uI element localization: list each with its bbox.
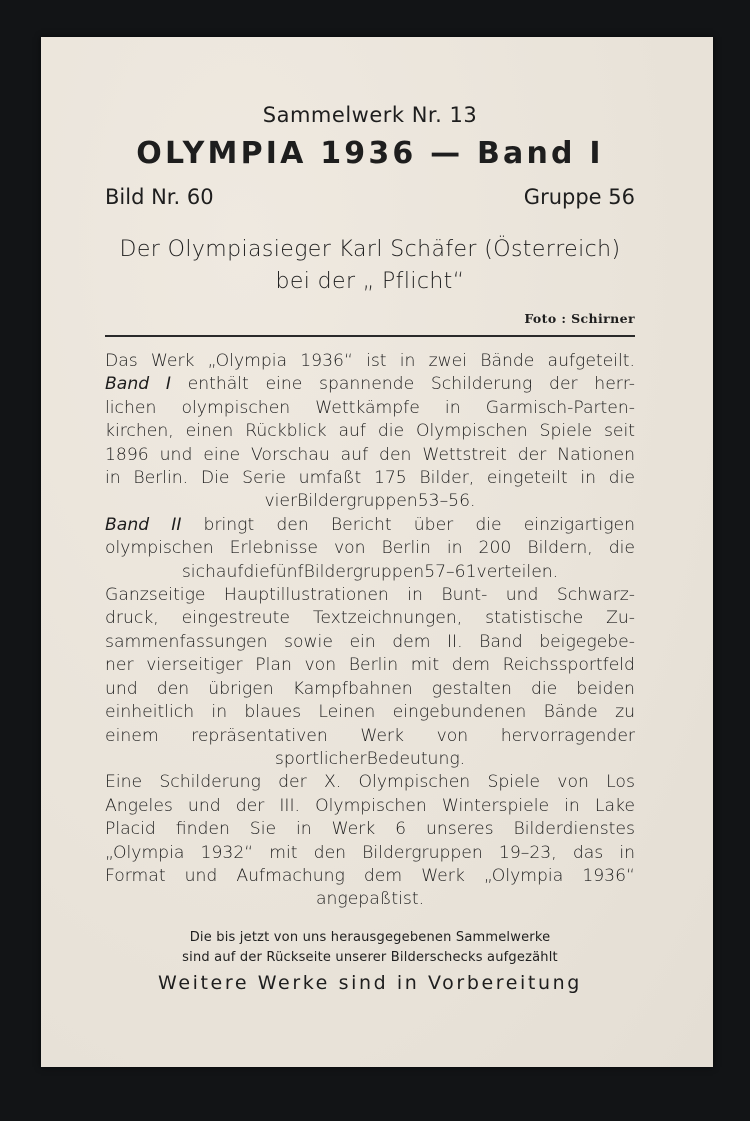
body-word: sowie bbox=[284, 631, 333, 652]
body-line bbox=[105, 420, 635, 443]
body-word: II. bbox=[446, 631, 463, 652]
body-word: Berlin bbox=[348, 655, 399, 676]
body-word: Rückblick bbox=[245, 421, 327, 442]
body-line bbox=[105, 725, 635, 748]
body-word: sich bbox=[181, 561, 216, 582]
body-word: Band bbox=[479, 631, 523, 652]
body-line bbox=[105, 561, 635, 584]
body-word: von bbox=[333, 538, 366, 559]
body-word: ein bbox=[349, 631, 376, 652]
body-word: 1936“ bbox=[300, 351, 353, 371]
body-word: zu bbox=[615, 702, 635, 723]
body-word: den bbox=[379, 444, 412, 465]
collector-card bbox=[41, 37, 713, 1067]
body-word: beiden bbox=[576, 678, 635, 699]
body-line bbox=[105, 842, 635, 865]
body-word: einheitlich bbox=[105, 702, 195, 723]
body-word: beigegebe- bbox=[539, 631, 635, 652]
body-word: fünf bbox=[269, 561, 304, 582]
body-word: spannende bbox=[319, 374, 415, 395]
body-word: von bbox=[304, 655, 337, 676]
body-word: X. bbox=[323, 772, 342, 793]
body-word: Bildergruppen bbox=[303, 561, 425, 582]
body-word: Werk bbox=[150, 351, 195, 371]
body-word: sammenfassungen bbox=[105, 631, 268, 652]
body-line bbox=[105, 397, 635, 420]
body-word: der bbox=[517, 444, 547, 465]
card-content bbox=[105, 37, 635, 1067]
body-word: „Olympia bbox=[483, 865, 564, 886]
body-word: finden bbox=[175, 819, 230, 840]
picture-info-row bbox=[105, 185, 635, 209]
body-line bbox=[105, 350, 635, 373]
body-word: und bbox=[105, 678, 138, 699]
body-word: Band bbox=[105, 514, 150, 535]
body-word: die bbox=[530, 678, 558, 699]
body-word: Olympischen bbox=[358, 772, 471, 793]
body-word: Bände bbox=[480, 351, 535, 371]
body-word: Werk bbox=[421, 865, 465, 886]
body-word: Textzeichnungen, bbox=[312, 608, 463, 629]
caption-line-1: Der Olympiasieger Karl Schäfer (Österreich) bbox=[119, 237, 621, 262]
body-word: Vorschau bbox=[251, 444, 330, 465]
body-word: Ganzseitige bbox=[105, 585, 206, 606]
body-word: die bbox=[475, 514, 502, 535]
body-word: Schilderung bbox=[430, 374, 533, 395]
body-word: Winterspiele bbox=[441, 795, 550, 816]
body-word: Hauptillustrationen bbox=[223, 585, 389, 606]
body-word: der bbox=[235, 795, 265, 816]
body-word: eingestreute bbox=[181, 608, 290, 629]
body-word: dem bbox=[392, 631, 431, 652]
body-word: Plan bbox=[255, 655, 292, 676]
body-word: Aufmachung bbox=[236, 865, 345, 886]
body-word: Reichssportfeld bbox=[502, 655, 635, 676]
body-word: III. bbox=[279, 795, 301, 816]
body-word: auf bbox=[338, 421, 366, 442]
body-line bbox=[105, 631, 635, 654]
body-word: übrigen bbox=[208, 678, 274, 699]
body-word: 53–56. bbox=[417, 491, 476, 512]
body-word: eine bbox=[265, 374, 303, 395]
body-line bbox=[105, 514, 635, 537]
body-word: von bbox=[557, 772, 589, 793]
body-word: in bbox=[444, 397, 461, 418]
body-word: Olympischen bbox=[415, 421, 528, 442]
body-word: in bbox=[564, 795, 580, 816]
body-word: 6 bbox=[395, 819, 407, 840]
body-word: I bbox=[165, 374, 171, 395]
body-word: 1932“ bbox=[200, 842, 254, 863]
body-word: „Olympia bbox=[105, 842, 185, 863]
note-line-2: sind auf der Rückseite unserer Bilderschecks aufgezählt bbox=[182, 950, 558, 965]
body-word: dem bbox=[451, 655, 490, 676]
body-word: 200 bbox=[478, 538, 512, 559]
group-number: Gruppe 56 bbox=[523, 185, 635, 209]
caption-line-2: bei der „ Pflicht“ bbox=[275, 269, 465, 294]
body-word: unseres bbox=[426, 819, 494, 840]
body-word: und bbox=[184, 865, 218, 886]
body-word: Erlebnisse bbox=[229, 538, 318, 559]
body-word: Sie bbox=[249, 819, 277, 840]
picture-caption bbox=[105, 234, 635, 298]
body-word: in bbox=[105, 468, 121, 489]
body-word: Bildergruppen bbox=[297, 491, 418, 512]
body-word: Schilderung bbox=[159, 772, 261, 793]
body-line bbox=[105, 748, 635, 771]
picture-number: Bild Nr. 60 bbox=[105, 185, 214, 209]
body-word: der bbox=[278, 772, 307, 793]
note-line-1: Die bis jetzt von uns herausgegebenen Sammelwerke bbox=[189, 930, 551, 945]
body-word: in bbox=[296, 819, 312, 840]
body-word: kirchen, bbox=[105, 421, 174, 442]
body-word: Garmisch-Parten- bbox=[485, 397, 635, 418]
body-line bbox=[105, 444, 635, 467]
body-word: eingebundenen bbox=[392, 702, 527, 723]
body-word: bringt bbox=[203, 514, 255, 535]
body-word: vierseitiger bbox=[146, 655, 243, 676]
body-word: zwei bbox=[428, 351, 468, 371]
body-line bbox=[105, 888, 635, 911]
body-word: olympischen bbox=[181, 397, 291, 418]
body-word: die bbox=[243, 561, 270, 582]
body-word: Nationen bbox=[557, 444, 635, 465]
body-word: den bbox=[156, 678, 190, 699]
body-line bbox=[105, 818, 635, 841]
body-word: Bedeutung. bbox=[366, 748, 466, 769]
body-line bbox=[105, 467, 635, 490]
body-word: der bbox=[549, 374, 578, 395]
body-word: umfaßt bbox=[298, 468, 362, 489]
body-word: dem bbox=[363, 865, 403, 886]
body-line bbox=[105, 678, 635, 701]
body-word: ner bbox=[105, 655, 134, 676]
body-word: mit bbox=[410, 655, 440, 676]
body-word: Placid bbox=[105, 819, 156, 840]
body-word: über bbox=[413, 514, 454, 535]
body-word: hervorragender bbox=[500, 725, 635, 746]
body-word: 175 bbox=[373, 468, 407, 489]
body-word: in bbox=[580, 468, 596, 489]
body-word: und bbox=[159, 444, 193, 465]
body-word: Band bbox=[105, 374, 150, 395]
body-word: einem bbox=[105, 725, 159, 746]
body-word: Schwarz- bbox=[556, 585, 635, 606]
body-word: lichen bbox=[105, 397, 157, 418]
body-line bbox=[105, 701, 635, 724]
body-word: Bilder, bbox=[419, 468, 475, 489]
body-line bbox=[105, 795, 635, 818]
body-line bbox=[105, 584, 635, 607]
body-word: Wettstreit bbox=[422, 444, 507, 465]
body-word: Bilderdienstes bbox=[513, 819, 635, 840]
body-word: Leinen bbox=[318, 702, 376, 723]
body-word: Los bbox=[606, 772, 635, 793]
divider-rule bbox=[105, 335, 635, 337]
body-word: Werk bbox=[331, 819, 376, 840]
body-word: eine bbox=[203, 444, 241, 465]
body-word: Das bbox=[105, 351, 138, 371]
body-word: druck, bbox=[105, 608, 159, 629]
description-text bbox=[105, 350, 635, 912]
body-word: sportlicher bbox=[274, 748, 367, 769]
body-word: ist bbox=[366, 351, 387, 371]
body-word: Eine bbox=[105, 772, 143, 793]
body-word: Bunt- bbox=[441, 585, 488, 606]
body-word: 57–61 bbox=[424, 561, 477, 582]
footer-announcement: Weitere Werke sind in Vorbereitung bbox=[158, 972, 582, 994]
body-word: auf bbox=[340, 444, 369, 465]
body-line bbox=[105, 865, 635, 888]
body-line bbox=[105, 537, 635, 560]
body-word: einen bbox=[185, 421, 234, 442]
body-word: und bbox=[187, 795, 221, 816]
body-word: Zu- bbox=[606, 608, 635, 629]
body-word: Spiele bbox=[539, 421, 593, 442]
body-word: den bbox=[313, 842, 347, 863]
body-word: eingeteilt bbox=[486, 468, 568, 489]
body-word: und bbox=[505, 585, 539, 606]
body-line bbox=[105, 654, 635, 677]
body-word: blaues bbox=[244, 702, 302, 723]
body-word: die bbox=[377, 421, 405, 442]
body-word: in bbox=[619, 842, 635, 863]
body-word: vier bbox=[264, 491, 298, 512]
body-word: enthält bbox=[187, 374, 249, 395]
body-word: Werk bbox=[360, 725, 404, 746]
body-word: statistische bbox=[485, 608, 584, 629]
body-word: Olympischen bbox=[315, 795, 427, 816]
body-word: Berlin. bbox=[133, 468, 189, 489]
body-word: Wettkämpfe bbox=[315, 397, 420, 418]
body-word: auf bbox=[215, 561, 244, 582]
body-word: Die bbox=[200, 468, 230, 489]
body-line bbox=[105, 373, 635, 396]
body-line bbox=[105, 490, 635, 513]
body-word: den bbox=[276, 514, 309, 535]
body-word: Format bbox=[105, 865, 166, 886]
body-word: Kampfbahnen bbox=[292, 678, 413, 699]
body-word: „Olympia bbox=[207, 351, 288, 371]
body-word: in bbox=[407, 585, 423, 606]
body-word: aufgeteilt. bbox=[547, 351, 635, 371]
body-word: ist. bbox=[398, 889, 425, 910]
body-word: Spiele bbox=[487, 772, 540, 793]
body-word: angepaßt bbox=[315, 889, 399, 910]
body-word: Bände bbox=[543, 702, 598, 723]
body-word: mit bbox=[269, 842, 298, 863]
body-word: olympischen bbox=[105, 538, 214, 559]
body-word: Serie bbox=[242, 468, 286, 489]
body-word: in bbox=[211, 702, 228, 723]
body-word: repräsentativen bbox=[191, 725, 328, 746]
body-word: verteilen. bbox=[476, 561, 559, 582]
body-word: das bbox=[572, 842, 604, 863]
body-line bbox=[105, 607, 635, 630]
series-heading: Sammelwerk Nr. 13 bbox=[262, 103, 478, 127]
collection-note bbox=[105, 928, 635, 968]
body-word: einzigartigen bbox=[523, 514, 635, 535]
body-word: II bbox=[171, 514, 182, 535]
body-line bbox=[105, 771, 635, 794]
body-word: seit bbox=[603, 421, 635, 442]
body-word: 19–23, bbox=[498, 842, 557, 863]
body-word: Bildern, bbox=[527, 538, 593, 559]
body-word: in bbox=[446, 538, 463, 559]
body-word: Angeles bbox=[105, 795, 173, 816]
body-word: Bildergruppen bbox=[362, 842, 483, 863]
photo-credit: Foto : Schirner bbox=[524, 311, 635, 326]
body-word: von bbox=[436, 725, 469, 746]
body-word: Berlin bbox=[381, 538, 431, 559]
body-word: Lake bbox=[594, 795, 635, 816]
body-word: gestalten bbox=[431, 678, 512, 699]
body-word: die bbox=[608, 468, 635, 489]
body-word: in bbox=[399, 351, 416, 371]
body-word: Bericht bbox=[330, 514, 392, 535]
body-word: 1896 bbox=[105, 444, 149, 465]
body-word: 1936“ bbox=[582, 865, 635, 886]
body-word: herr- bbox=[594, 374, 635, 395]
card-title: OLYMPIA 1936 — Band I bbox=[136, 136, 604, 171]
body-word: die bbox=[608, 538, 635, 559]
